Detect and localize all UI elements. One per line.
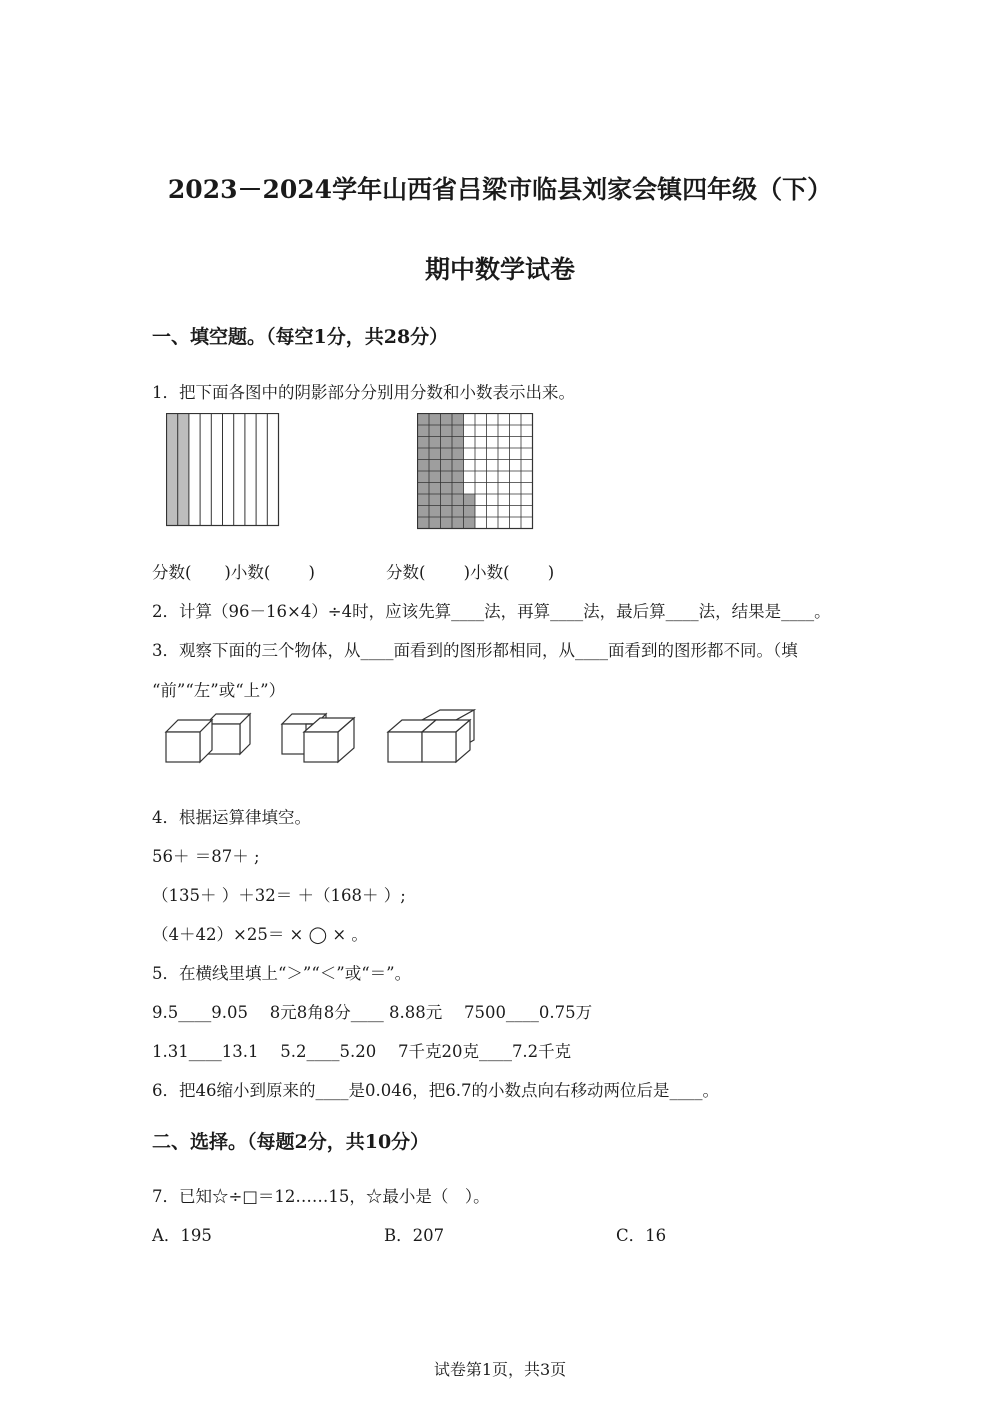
section-heading-fill-blank: 一、填空题。（每空1分，共28分）	[152, 326, 449, 348]
page-footer: 试卷第1页，共3页	[433, 1360, 567, 1379]
exam-title-line2: 期中数学试卷	[424, 255, 575, 284]
question-1-answers-left: 分数( )小数( )	[152, 563, 315, 582]
question-3-text-line2: “前”“左”或“上”）	[152, 681, 286, 700]
question-5-text: 5．在横线里填上“＞”“＜”或“＝”。	[152, 964, 412, 983]
question-1-answers-right: 分数( )小数( )	[386, 563, 555, 582]
question-5-row-2: 1.31____13.1 5.2____5.20 7千克20克____7.2千克	[152, 1042, 572, 1061]
question-7-option-c[interactable]: C．16	[616, 1226, 667, 1245]
question-6-text: 6．把46缩小到原来的____是0.046，把6.7的小数点向右移动两位后是____。	[152, 1081, 719, 1100]
question-7-option-a[interactable]: A．195	[152, 1226, 212, 1245]
question-5-row-1: 9.5____9.05 8元8角8分____ 8.88元 7500____0.75万	[152, 1003, 593, 1022]
question-2-text: 2．计算（96－16×4）÷4时，应该先算____法，再算____法，最后算____法，结果是____。	[152, 602, 831, 621]
question-4-equation-3: （4＋42）×25＝ × ◯ × 。	[152, 925, 368, 944]
question-4-text: 4．根据运算律填空。	[152, 808, 311, 827]
exam-title-line1: 2023－2024学年山西省吕梁市临县刘家会镇四年级（下）	[167, 175, 833, 204]
section-heading-choice: 二、选择。（每题2分，共10分）	[152, 1131, 430, 1153]
question-4-equation-1: 56＋ ＝87＋ ;	[152, 847, 260, 866]
question-7-text: 7．已知☆÷□＝12……15，☆最小是（ ）。	[152, 1187, 490, 1206]
figure-tenths-strips	[166, 413, 282, 529]
figure-cube-objects	[160, 706, 490, 774]
question-3-text-line1: 3．观察下面的三个物体，从____面看到的图形都相同，从____面看到的图形都不同。（填	[152, 641, 798, 660]
figure-hundredths-grid	[417, 413, 535, 531]
question-7-option-b[interactable]: B．207	[384, 1226, 445, 1245]
question-4-equation-2: （135＋ ）＋32＝ ＋（168＋ ）;	[152, 886, 406, 905]
question-1-text: 1．把下面各图中的阴影部分分别用分数和小数表示出来。	[152, 383, 575, 402]
